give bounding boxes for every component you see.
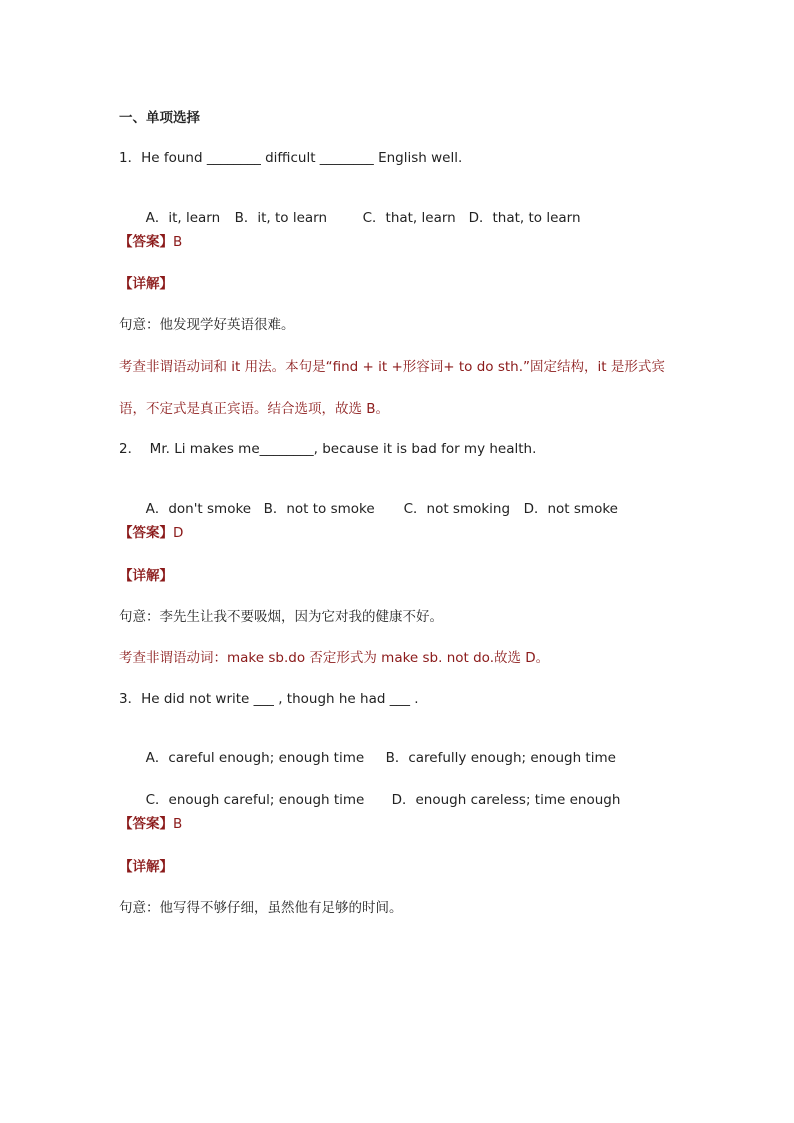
option-d: D．enough careless; time enough — [391, 792, 621, 808]
option-c: C．that, learn — [362, 210, 456, 226]
question-2-analysis-line-1: 考查非谓语动词：make sb.do 否定形式为 make sb. not do.故选 D。 — [119, 650, 550, 666]
question-3-stem: 3．He did not write ___ , though he had ___ . — [119, 691, 419, 707]
question-3-answer — [119, 815, 182, 833]
option-d: D．not smoke — [523, 501, 618, 517]
question-1-analysis-line-1: 考查非谓语动词和 it 用法。本句是“find + it +形容词+ to do sth.”固定结构，it 是形式宾 — [119, 359, 665, 375]
question-3-options-row-2 — [137, 773, 620, 809]
option-b: B．carefully enough; enough time — [385, 750, 616, 766]
option-b: B．not to smoke — [263, 501, 375, 517]
answer-tag: 【答案】 — [119, 816, 173, 832]
section-title: 一、单项选择 — [119, 110, 200, 126]
option-a: A．don't smoke — [145, 501, 252, 517]
question-1-detail-tag: 【详解】 — [119, 276, 173, 292]
question-3-options-row-1 — [137, 731, 616, 767]
option-c: C．not smoking — [403, 501, 511, 517]
option-d: D．that, to learn — [468, 210, 581, 226]
option-b: B．it, to learn — [234, 210, 328, 226]
question-3-meaning: 句意：他写得不够仔细，虽然他有足够的时间。 — [119, 900, 403, 916]
answer-tag: 【答案】 — [119, 234, 173, 250]
question-2-detail-tag: 【详解】 — [119, 568, 173, 584]
question-1-options — [137, 191, 581, 227]
option-a: A．it, learn — [145, 210, 221, 226]
answer-tag: 【答案】 — [119, 525, 173, 541]
question-1-stem: 1．He found ________ difficult ________ English well. — [119, 150, 463, 166]
question-1-analysis-line-2: 语，不定式是真正宾语。结合选项，故选 B。 — [119, 401, 390, 417]
question-3-detail-tag: 【详解】 — [119, 859, 173, 875]
question-1-answer — [119, 233, 182, 251]
answer-value: D — [173, 525, 184, 541]
option-a: A．careful enough; enough time — [145, 750, 365, 766]
answer-value: B — [173, 234, 183, 250]
question-2-answer — [119, 524, 183, 542]
option-c: C．enough careful; enough time — [145, 792, 365, 808]
question-1-meaning: 句意：他发现学好英语很难。 — [119, 317, 295, 333]
answer-value: B — [173, 816, 183, 832]
question-2-meaning: 句意：李先生让我不要吸烟，因为它对我的健康不好。 — [119, 609, 443, 625]
question-2-options — [137, 482, 618, 518]
question-2-stem: 2． Mr. Li makes me________, because it is bad for my health. — [119, 441, 537, 457]
